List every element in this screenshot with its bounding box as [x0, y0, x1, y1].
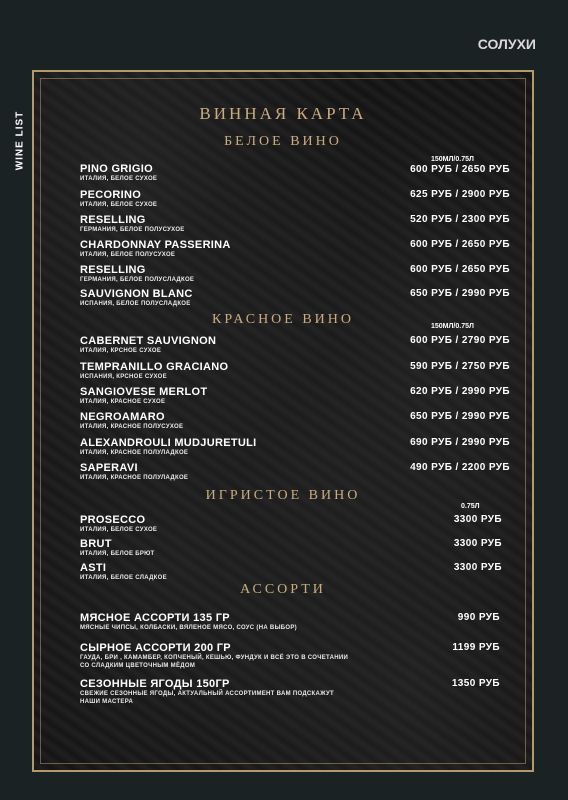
item-price: 3300 РУБ	[453, 562, 502, 573]
side-label	[10, 100, 26, 190]
item-description: ИТАЛИЯ, КРАСНОЕ СУХОЕ	[80, 399, 166, 405]
menu-item	[80, 462, 510, 482]
item-name: CHARDONNAY PASSERINA	[80, 239, 231, 251]
item-description: ИТАЛИЯ, КРАСНОЕ ПОЛУЛАДКОЕ	[80, 450, 189, 456]
item-price: 620 РУБ / 2990 РУБ	[410, 386, 510, 397]
section-heading-white: БЕЛОЕ ВИНО	[224, 134, 342, 149]
volume-label-white: 150МЛ/0.75Л	[431, 156, 474, 163]
item-name: BRUT	[80, 538, 112, 550]
menu-item	[80, 386, 510, 406]
item-price: 650 РУБ / 2990 РУБ	[410, 288, 510, 299]
volume-label-red: 150МЛ/0.75Л	[431, 323, 474, 330]
item-description: МЯСНЫЕ ЧИПСЫ, КОЛБАСКИ, ВЯЛЕНОЕ МЯСО, СОУС (НА ВЫБОР)	[80, 625, 297, 631]
volume-label-sparkling: 0.75Л	[461, 503, 480, 510]
menu-item	[80, 264, 510, 284]
item-price: 690 РУБ / 2990 РУБ	[410, 437, 510, 448]
item-name: SAPERAVI	[80, 462, 138, 474]
item-price: 490 РУБ / 2200 РУБ	[410, 462, 510, 473]
item-price: 650 РУБ / 2990 РУБ	[410, 411, 510, 422]
item-description: ИТАЛИЯ, КРАСНОЕ ПОЛУСУХОЕ	[80, 424, 184, 430]
menu-item	[80, 163, 510, 183]
menu-item	[80, 562, 510, 582]
section-heading-red: КРАСНОЕ ВИНО	[211, 312, 355, 327]
item-name: SANGIOVESE MERLOT	[80, 386, 208, 398]
item-description: ИТАЛИЯ, БЕЛОЕ ПОЛУСУХОЕ	[80, 252, 176, 258]
item-price: 600 РУБ / 2650 РУБ	[410, 264, 510, 275]
side-label-text: WINE LIST	[14, 110, 26, 171]
item-price: 625 РУБ / 2900 РУБ	[410, 189, 510, 200]
item-price: 1350 РУБ	[451, 678, 500, 689]
menu-item	[80, 239, 510, 259]
item-name: PINO GRIGIO	[80, 163, 153, 175]
item-name: TEMPRANILLO GRACIANO	[80, 361, 229, 373]
item-name: NEGROAMARO	[80, 411, 165, 423]
item-description: ИТАЛИЯ, БЕЛОЕ СУХОЕ	[80, 527, 158, 533]
menu-item	[80, 437, 510, 457]
item-description: ГЕРМАНИЯ, БЕЛОЕ ПОЛУСЛАДКОЕ	[80, 277, 195, 283]
menu-item	[80, 335, 510, 355]
item-description: ИТАЛИЯ, КРСНОЕ СУХОЕ	[80, 348, 162, 354]
item-description-line2: СО СЛАДКИМ ЦВЕТОЧНЫМ МЁДОМ	[80, 663, 196, 669]
menu-item	[80, 514, 510, 534]
item-description: ИТАЛИЯ, КРАСНОЕ ПОЛУЛАДКОЕ	[80, 475, 189, 481]
section-heading-sparkling: ИГРИСТОЕ ВИНО	[205, 488, 361, 503]
menu-item	[80, 189, 510, 209]
item-description: ИСПАНИЯ, БЕЛОЕ ПОЛУСЛАДКОЕ	[80, 301, 191, 307]
item-name: PECORINO	[80, 189, 142, 201]
section-heading-assorti: АССОРТИ	[240, 582, 326, 597]
item-price: 520 РУБ / 2300 РУБ	[410, 214, 510, 225]
item-name: CABERNET SAUVIGNON	[80, 335, 217, 347]
item-name: МЯСНОЕ АССОРТИ 135 ГР	[80, 612, 230, 624]
brand-logo: СОЛУХИ	[477, 36, 536, 52]
menu-item	[80, 411, 510, 431]
item-description: ИСПАНИЯ, КРСНОЕ СУХОЕ	[80, 374, 167, 380]
menu-panel	[32, 70, 534, 772]
item-name: SAUVIGNON BLANC	[80, 288, 193, 300]
menu-item	[80, 214, 510, 234]
item-description-line2: НАШИ МАСТЕРА	[80, 699, 134, 705]
menu-item	[80, 678, 510, 706]
item-price: 600 РУБ / 2650 РУБ	[410, 239, 510, 250]
item-price: 990 РУБ	[457, 612, 500, 623]
menu-item	[80, 642, 510, 670]
item-name: СЕЗОННЫЕ ЯГОДЫ 150ГР	[80, 678, 230, 690]
menu-item	[80, 288, 510, 308]
menu-item	[80, 361, 510, 381]
item-price: 1199 РУБ	[452, 642, 500, 653]
item-price: 600 РУБ / 2790 РУБ	[410, 335, 510, 346]
item-name: СЫРНОЕ АССОРТИ 200 ГР	[80, 642, 231, 654]
item-description: ИТАЛИЯ, БЕЛОЕ СУХОЕ	[80, 176, 158, 182]
item-price: 3300 РУБ	[453, 514, 502, 525]
menu-item	[80, 612, 510, 632]
item-description: СВЕЖИЕ СЕЗОННЫЕ ЯГОДЫ, АКТУАЛЬНЫЙ АССОРТИМЕНТ ВАМ ПОДСКАЖУТ	[80, 691, 335, 697]
item-price: 3300 РУБ	[453, 538, 502, 549]
item-description: ГЕРМАНИЯ, БЕЛОЕ ПОЛУСУХОЕ	[80, 227, 185, 233]
item-description: ИТАЛИЯ, БЕЛОЕ БРЮТ	[80, 551, 155, 557]
item-name: ALEXANDROULI MUDJURETULI	[80, 437, 257, 449]
item-description: ИТАЛИЯ, БЕЛОЕ СЛАДКОЕ	[80, 575, 167, 581]
item-description: ГАУДА, БРИ , КАМАМБЕР, КОПЧЕНЫЙ, КЕШЬЮ, ФУНДУК И ВСЁ ЭТО В СОЧЕТАНИИ	[80, 655, 349, 661]
item-price: 600 РУБ / 2650 РУБ	[410, 164, 510, 175]
item-name: RESELLING	[80, 214, 146, 226]
item-name: RESELLING	[80, 264, 146, 276]
menu-item	[80, 538, 510, 558]
item-description: ИТАЛИЯ, БЕЛОЕ СУХОЕ	[80, 202, 158, 208]
item-name: PROSECCO	[80, 514, 146, 526]
item-name: ASTI	[80, 562, 107, 574]
item-price: 590 РУБ / 2750 РУБ	[410, 361, 510, 372]
page-title: ВИННАЯ КАРТА	[199, 104, 367, 123]
